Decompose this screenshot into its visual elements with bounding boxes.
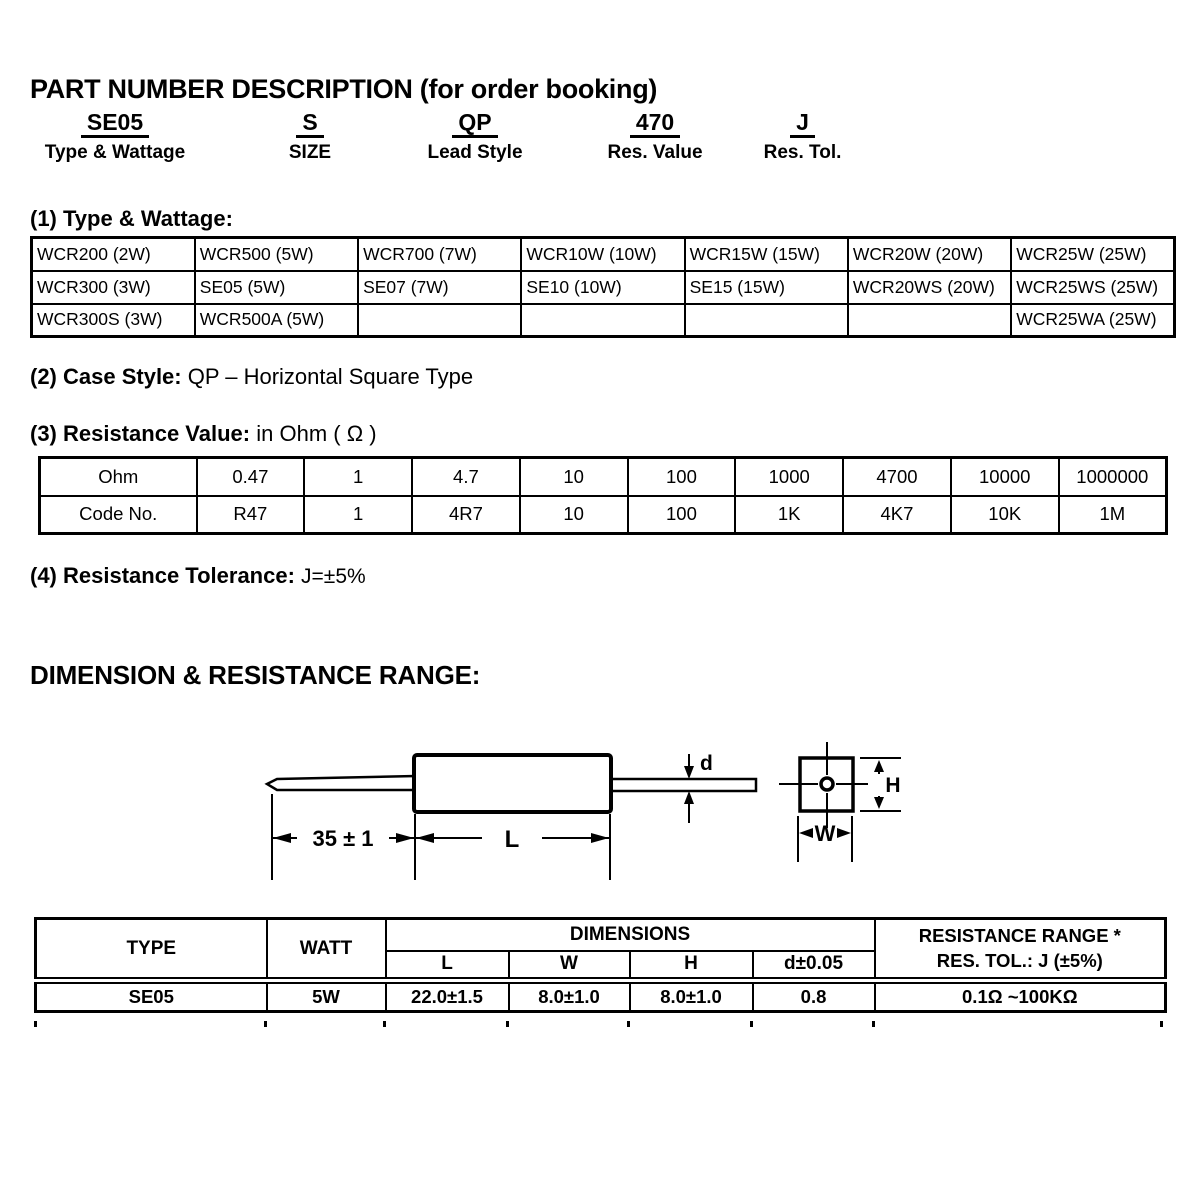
dim-35-arrow-left [273, 833, 291, 843]
spec-header-d: d±0.05 [753, 951, 875, 981]
part-code-label-res-tol: Res. Tol. [763, 142, 842, 164]
table-row [32, 238, 1175, 271]
spec-header-watt: WATT [267, 919, 386, 981]
part-segment-res-value [585, 110, 725, 164]
table-cell: 1K [735, 496, 843, 534]
spec-cell-watt: 5W [267, 981, 386, 1012]
case-style-value: QP – Horizontal Square Type [187, 364, 474, 389]
resistance-value-unit: in Ohm ( Ω ) [256, 421, 377, 446]
table-cell: 100 [628, 458, 736, 496]
spec-cell-l: 22.0±1.5 [386, 981, 509, 1012]
table-cell [685, 304, 848, 337]
table-cell: 100 [628, 496, 736, 534]
dim-W-arrow-left [799, 828, 813, 838]
table-cell: 4700 [843, 458, 951, 496]
part-code-lead-style: QP [452, 110, 497, 138]
dim-W-arrow-right [837, 828, 851, 838]
table-cell: SE10 (10W) [521, 271, 684, 304]
table-cell: 4.7 [412, 458, 520, 496]
part-code-size: S [296, 110, 323, 138]
resistor-body [414, 755, 611, 812]
table-row [40, 458, 1167, 496]
table-border-stub [34, 1021, 37, 1027]
part-code-res-tol: J [790, 110, 815, 138]
resistor-left-lead [267, 776, 416, 790]
part-segment-lead-style [400, 110, 550, 164]
table-cell: WCR300 (3W) [32, 271, 195, 304]
type-wattage-table [30, 236, 1176, 338]
table-cell: WCR500A (5W) [195, 304, 358, 337]
spec-header-h: H [630, 951, 753, 981]
part-code-type: SE05 [81, 110, 149, 138]
dim-H-label: H [885, 774, 901, 797]
part-code-label-lead-style: Lead Style [427, 142, 523, 164]
part-code-label-res-value: Res. Value [607, 142, 703, 164]
table-row [36, 919, 1166, 951]
table-row [40, 496, 1167, 534]
table-cell: 0.47 [197, 458, 305, 496]
section-heading-tolerance: (4) Resistance Tolerance: [30, 563, 295, 588]
spec-header-res-range-line1: RESISTANCE RANGE * [918, 925, 1121, 947]
spec-cell-w: 8.0±1.0 [509, 981, 630, 1012]
table-cell: 10000 [951, 458, 1059, 496]
table-cell: WCR20WS (20W) [848, 271, 1011, 304]
table-cell [521, 304, 684, 337]
dim-L-label: L [504, 826, 520, 853]
table-cell: WCR200 (2W) [32, 238, 195, 271]
part-segment-type [25, 110, 205, 164]
section-heading-case-style: (2) Case Style: [30, 364, 182, 389]
spec-table [34, 917, 1164, 1013]
spec-cell-type: SE05 [36, 981, 267, 1012]
table-border-stub [506, 1021, 509, 1027]
table-row [32, 271, 1175, 304]
dim-d-label: d [700, 752, 713, 775]
table-border-stub [264, 1021, 267, 1027]
table-cell: 10K [951, 496, 1059, 534]
table-border-stub [872, 1021, 875, 1027]
table-cell: WCR700 (7W) [358, 238, 521, 271]
table-cell: 1000000 [1059, 458, 1167, 496]
table-border-stub [1160, 1021, 1163, 1027]
table-cell: SE07 (7W) [358, 271, 521, 304]
table-cell: WCR500 (5W) [195, 238, 358, 271]
part-code-label-type: Type & Wattage [44, 142, 186, 164]
table-cell [848, 304, 1011, 337]
table-cell: WCR25WA (25W) [1011, 304, 1174, 337]
table-cell: WCR20W (20W) [848, 238, 1011, 271]
spec-header-res-range [875, 919, 1166, 981]
part-code-res-value: 470 [630, 110, 680, 138]
table-cell: 1 [304, 458, 412, 496]
dim-d-arrow-up [684, 791, 694, 804]
table-cell: 1 [304, 496, 412, 534]
table-cell: SE05 (5W) [195, 271, 358, 304]
table-cell [358, 304, 521, 337]
table-cell: WCR25WS (25W) [1011, 271, 1174, 304]
part-segment-size [250, 110, 370, 164]
table-border-stub [383, 1021, 386, 1027]
spec-header-res-range-line2: RES. TOL.: J (±5%) [936, 949, 1103, 971]
table-border-stub [627, 1021, 630, 1027]
spec-header-dimensions: DIMENSIONS [386, 919, 875, 951]
resistor-right-lead [611, 779, 756, 791]
table-cell: Code No. [40, 496, 197, 534]
table-cell: WCR10W (10W) [521, 238, 684, 271]
table-cell: 10 [520, 458, 628, 496]
table-cell: 10 [520, 496, 628, 534]
dim-35-label: 35 ± 1 [312, 826, 374, 851]
table-row [36, 981, 1166, 1012]
resistor-dimension-drawing [0, 710, 1200, 910]
section-heading-type-wattage: (1) Type & Wattage: [30, 206, 233, 231]
table-cell: 4R7 [412, 496, 520, 534]
table-cell: SE15 (15W) [685, 271, 848, 304]
page-title: PART NUMBER DESCRIPTION (for order booking) [30, 74, 658, 104]
dim-L-arrow-left [416, 833, 434, 843]
spec-cell-d: 0.8 [753, 981, 875, 1012]
table-cell: WCR25W (25W) [1011, 238, 1174, 271]
table-cell: R47 [197, 496, 305, 534]
tolerance-value: J=±5% [301, 565, 366, 588]
part-code-label-size: SIZE [288, 142, 332, 164]
spec-cell-h: 8.0±1.0 [630, 981, 753, 1012]
resistance-value-table [38, 456, 1168, 535]
dim-W-label: W [814, 821, 836, 846]
spec-header-l: L [386, 951, 509, 981]
table-cell: Ohm [40, 458, 197, 496]
dim-35-arrow-right [396, 833, 414, 843]
table-row [32, 304, 1175, 337]
section-heading-dimension-range: DIMENSION & RESISTANCE RANGE: [30, 660, 481, 690]
spec-cell-res-range: 0.1Ω ~100KΩ [875, 981, 1166, 1012]
dim-L-arrow-right [591, 833, 609, 843]
table-cell: 1M [1059, 496, 1167, 534]
table-border-stub [750, 1021, 753, 1027]
table-cell: WCR15W (15W) [685, 238, 848, 271]
table-cell: 1000 [735, 458, 843, 496]
table-cell: WCR300S (3W) [32, 304, 195, 337]
table-cell: 4K7 [843, 496, 951, 534]
spec-header-w: W [509, 951, 630, 981]
part-segment-res-tol [740, 110, 865, 164]
dim-d-arrow-down [684, 766, 694, 779]
spec-header-type: TYPE [36, 919, 267, 981]
section-heading-resistance-value: (3) Resistance Value: [30, 421, 251, 446]
lead-hole-icon [821, 778, 833, 790]
